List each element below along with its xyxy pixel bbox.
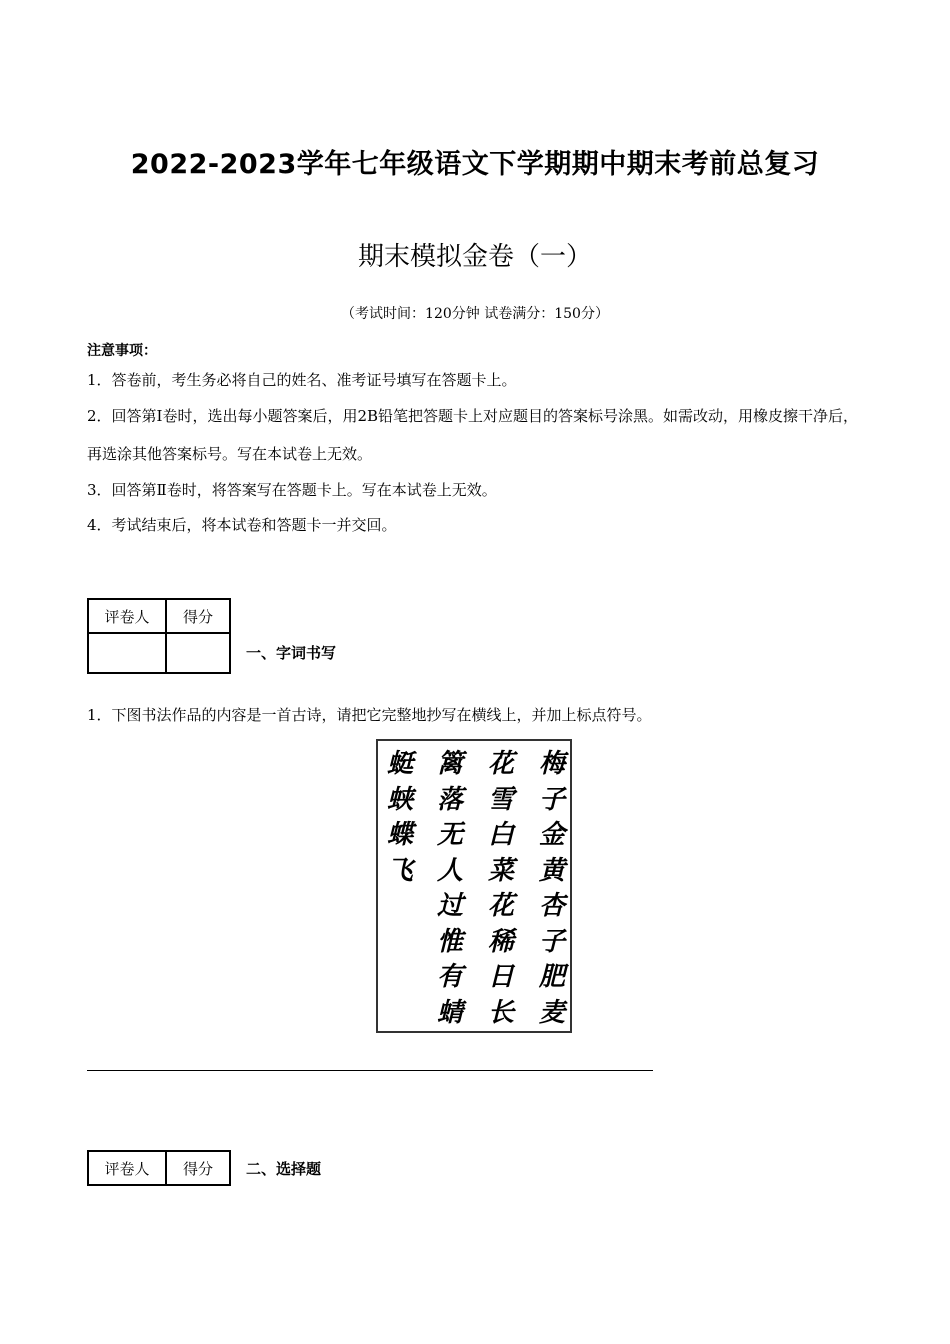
note-item-2: 2．回答第Ⅰ卷时，选出每小题答案后，用2B铅笔把答题卡上对应题目的答案标号涂黑。如需改动，用橡皮擦干净后，再选涂其他答案标号。写在本试卷上无效。 [87, 407, 859, 463]
score-label: 得分 [166, 1151, 230, 1185]
calligraphy-char: 菜 [487, 855, 514, 886]
calligraphy-char: 有 [436, 962, 463, 992]
calligraphy-char: 惟 [436, 926, 463, 957]
reviewer-label: 评卷人 [88, 599, 166, 633]
calligraphy-char: 日 [487, 962, 514, 992]
calligraphy-char: 黄 [538, 855, 565, 886]
section-title-1: 一、字词书写 [246, 644, 337, 662]
calligraphy-char: 子 [538, 784, 565, 815]
calligraphy-char: 麦 [538, 997, 565, 1028]
calligraphy-char: 白 [487, 820, 514, 850]
document-title: 2022-2023学年七年级语文下学期期中期末考前总复习 [130, 149, 820, 180]
calligraphy-char: 花 [487, 749, 514, 779]
calligraphy-char: 金 [538, 820, 565, 850]
note-item-3: 3．回答第Ⅱ卷时，将答案写在答题卡上。写在本试卷上无效。 [87, 481, 497, 499]
note-item-4: 4．考试结束后，将本试卷和答题卡一并交回。 [87, 516, 397, 534]
document-subtitle: 期末模拟金卷（一） [357, 242, 592, 272]
calligraphy-char: 蛱 [386, 784, 413, 815]
calligraphy-char: 篱 [436, 749, 463, 779]
calligraphy-char: 无 [436, 820, 463, 850]
calligraphy-char: 蝶 [386, 820, 413, 850]
question-1: 1．下图书法作品的内容是一首古诗，请把它完整地抄写在横线上，并加上标点符号。 [87, 706, 652, 724]
calligraphy-char: 蜻 [436, 997, 463, 1028]
calligraphy-char: 飞 [386, 855, 413, 886]
calligraphy-char: 蜓 [386, 749, 413, 779]
calligraphy-char: 长 [487, 997, 514, 1028]
calligraphy-char: 过 [436, 891, 463, 921]
reviewer-label: 评卷人 [88, 1151, 166, 1185]
exam-info: （考试时间：120分钟 试卷满分：150分） [341, 306, 609, 322]
calligraphy-column-1 [534, 747, 570, 1031]
calligraphy-char: 雪 [487, 784, 514, 815]
calligraphy-column-2 [483, 747, 519, 1031]
calligraphy-char: 梅 [538, 749, 565, 779]
calligraphy-char: 人 [436, 855, 463, 886]
score-table-section-2 [87, 1150, 231, 1186]
score-cell[interactable] [166, 633, 230, 673]
score-table-section-1 [87, 598, 231, 674]
section-title-2: 二、选择题 [246, 1160, 322, 1178]
reviewer-cell[interactable] [88, 633, 166, 673]
calligraphy-char: 肥 [538, 962, 565, 992]
calligraphy-char: 杏 [538, 891, 565, 921]
calligraphy-artwork [376, 739, 572, 1033]
calligraphy-char: 花 [487, 891, 514, 921]
score-label: 得分 [166, 599, 230, 633]
calligraphy-column-3 [432, 747, 468, 1031]
note-item-1: 1．答卷前，考生务必将自己的姓名、准考证号填写在答题卡上。 [87, 371, 517, 389]
calligraphy-char: 子 [538, 926, 565, 957]
notes-title: 注意事项： [87, 343, 157, 359]
calligraphy-column-4 [382, 747, 418, 889]
answer-line[interactable] [87, 1070, 653, 1071]
calligraphy-char: 稀 [487, 926, 514, 957]
calligraphy-char: 落 [436, 784, 463, 815]
